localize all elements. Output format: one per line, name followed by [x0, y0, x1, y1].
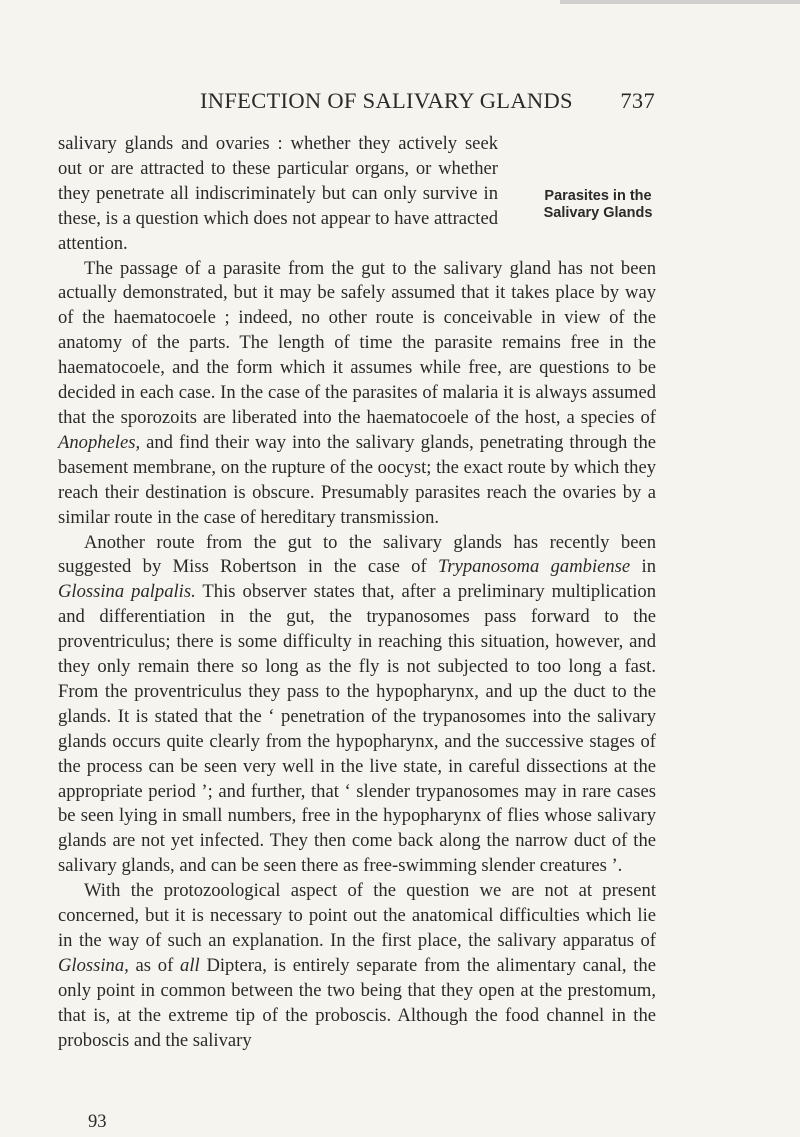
paragraph-2-genus: Anopheles,	[58, 431, 141, 453]
paragraph-4-emphasis: all	[180, 954, 200, 976]
paragraph-3-species: Trypanosoma gambiense	[438, 556, 631, 578]
body-text	[58, 132, 656, 1054]
page-number: 737	[620, 88, 655, 113]
paragraph-4-genus: Glossina,	[58, 954, 129, 976]
paragraph-4-text-c: as of	[128, 954, 181, 976]
paragraph-2-text-a: The passage of a parasite from the gut to the salivary gland has not been actually demonstrated, but it may be safely assumed that it takes place by way of the haematocoele ; indeed, no other route is conceivable in view of the anatomy of the parts. The length of time the parasite remains free in the haematocoele, and the form which it assumes while free, are questions to be decided in each case. In the case of the parasites of malaria it is always assumed that the sporozoits are liberated into the haematocoele of the host, a species of	[58, 257, 656, 428]
top-border-rule	[560, 0, 800, 4]
paragraph-3-text-a: Another route from the gut to the salivary glands has recently been suggested by Miss Robertson in the case of	[58, 531, 656, 578]
running-title: INFECTION OF SALIVARY GLANDS	[200, 88, 573, 113]
margin-note-line-1: Parasites in the	[544, 188, 652, 204]
paragraph-3-text-c: in	[630, 556, 656, 578]
paragraph-2	[58, 257, 656, 531]
signature-mark: 93	[88, 1111, 107, 1132]
paragraph-3-host: Glossina palpalis.	[58, 581, 196, 603]
paragraph-3-text-e: This observer states that, after a preliminary multiplication and differentiation in the gut, the trypanosomes pass forward to the proventriculus; there is some difficulty in reaching this situation, however, and they only remain there so long as the fly is not subjected to too long a fast. From the proventriculus they pass to the hypopharynx, and up the duct to the glands. It is stated that the ‘ penetration of the trypanosomes into the salivary glands occurs quite clearly from the hypopharynx, and the successive stages of the process can be seen very well in the live state, in careful dissections at the appropriate period ’; and further, that ‘ slender trypanosomes may in rare cases be seen lying in small numbers, free in the hypopharynx of flies whose salivary glands are not yet infected. They then come back along the narrow duct of the salivary glands, and can be seen there as free-swimming slender creatures ’.	[58, 581, 656, 877]
paragraph-3	[58, 531, 656, 880]
paragraph-1: salivary glands and ovaries : whether they actively seek out or are attracted to these particular organs, or whether they penetrate all indiscriminately but can only survive in these, is a question which does not appear to have attracted attention.	[58, 133, 498, 254]
margin-note-line-2: Salivary Glands	[543, 205, 653, 221]
paragraph-4	[58, 879, 656, 1053]
paragraph-4-text-e: Diptera, is entirely separate from the alimentary canal, the only point in common between the two being that they open at the prestomum, that is, at the extreme tip of the proboscis. Although the food channel in the proboscis and the salivary	[58, 954, 656, 1051]
paragraph-4-text-a: With the protozoological aspect of the question we are not at present concerned, but it is necessary to point out the anatomical difficulties which lie in the way of such an explanation. In the first place, the salivary apparatus of	[58, 880, 656, 951]
paragraph-2-text-c: and find their way into the salivary glands, penetrating through the basement membrane, on the rupture of the oocyst; the exact route by which they reach their destination is obscure. Presumably parasites reach the ovaries by a similar route in the case of hereditary transmission.	[58, 431, 656, 528]
